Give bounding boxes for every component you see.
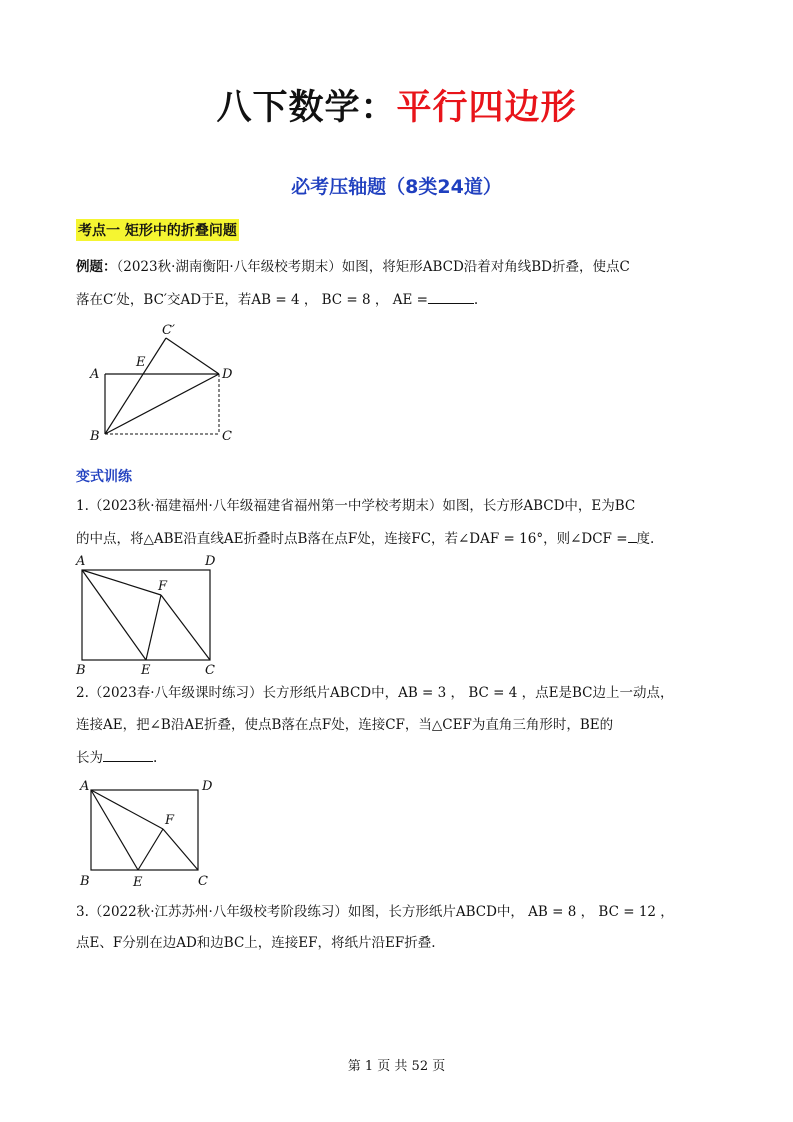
variants-heading: 变式训练 (76, 469, 132, 485)
fig1-label-c: C (222, 429, 232, 444)
fig1-label-a: A (90, 367, 100, 382)
q3-line-2: 点E、F分别在边AD和边BC上，连接EF，将纸片沿EF折叠. (76, 935, 436, 951)
title-black: 八下数学： (216, 88, 397, 128)
q3-line-1: 3.（2022秋·江苏苏州·八年级校考阶段练习）如图，长方形纸片ABCD中， AB = 8 ， BC = 12 ， (76, 904, 674, 920)
q1-line-1: 1.（2023秋·福建福州·八年级福建省福州第一中学校考期末）如图，长方形ABCD中，E为BC (76, 498, 636, 514)
page-title (0, 80, 793, 130)
q2-line-2: 连接AE，把∠B沿AE折叠，使点B落在点F处，连接CF，当△CEF为直角三角形时，BE的 (76, 717, 614, 733)
q2-line-3 (76, 747, 726, 768)
fig1-label-b: B (90, 429, 100, 444)
fig2-label-b: B (76, 663, 86, 678)
fig3-label-e: E (133, 875, 143, 890)
fig2-label-a: A (76, 554, 86, 569)
fig3-label-d: D (202, 779, 213, 794)
q1-text-2: 的中点，将△ABE沿直线AE折叠时点B落在点F处，连接FC，若∠DAF = 16°，则∠DCF = (76, 531, 628, 547)
section-heading: 考点一 矩形中的折叠问题 (76, 219, 239, 241)
q1-text-2-end: 度. (636, 531, 655, 547)
figure-q1 (72, 550, 222, 680)
q2-line-1: 2.（2023春·八年级课时练习）长方形纸片ABCD中，AB = 3 ， BC = 4 ，点E是BC边上一动点， (76, 685, 674, 701)
fig2-label-c: C (205, 663, 215, 678)
example-line-2 (76, 289, 726, 310)
subtitle: 必考压轴题（8类24道） (291, 176, 502, 198)
example-text-2-end: . (473, 292, 479, 308)
fig1-label-d: D (222, 367, 233, 382)
page-footer: 第 1 页 共 52 页 (347, 1059, 446, 1074)
example-text-1: （2023秋·湖南衡阳·八年级校考期末）如图，将矩形ABCD沿着对角线BD折叠，使点C (116, 259, 630, 275)
q1-answer-blank (628, 528, 637, 543)
q2-answer-blank (103, 747, 153, 762)
example-line-1 (76, 258, 726, 277)
figure-example (86, 318, 246, 446)
fig2-label-d: D (205, 554, 216, 569)
q2-text-3: 长为 (76, 750, 103, 766)
fig3-label-f: F (165, 813, 175, 828)
fig2-label-e: E (141, 663, 151, 678)
q1-line-2 (76, 528, 726, 549)
q2-text-3-end: . (153, 750, 158, 766)
example-label: 例题： (76, 259, 117, 275)
fig3-label-c: C (198, 874, 208, 889)
fig3-label-a: A (80, 779, 90, 794)
fig3-label-b: B (80, 874, 90, 889)
example-text-2: 落在C′处，BC′交AD于E，若AB = 4 ， BC = 8 ， AE = (76, 292, 428, 308)
fig2-label-f: F (158, 579, 168, 594)
answer-blank (428, 289, 474, 304)
figure-q2 (76, 772, 226, 894)
fig1-label-cp: C′ (162, 323, 175, 338)
title-red: 平行四边形 (396, 88, 577, 128)
fig1-label-e: E (136, 355, 146, 370)
